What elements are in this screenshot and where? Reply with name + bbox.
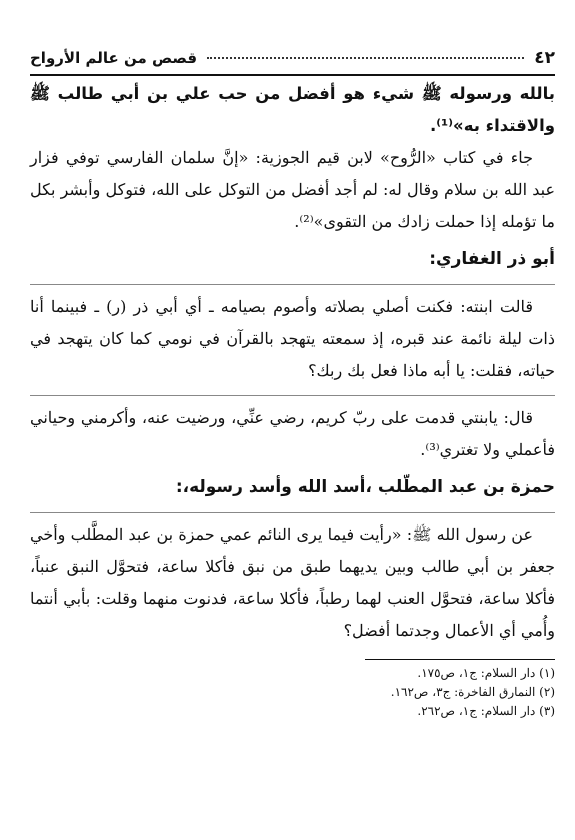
opening-paragraph: بالله ورسوله ﷺ شيء هو أفضل من حب علي بن أبي طالب ﷺ والاقتداء به»⁽¹⁾. (30, 84, 555, 135)
book-page (30, 48, 555, 721)
section-heading-abu-dhar: أبو ذر الغفاري: (429, 249, 555, 269)
paragraph-divider (30, 395, 555, 396)
hamza-paragraph: عن رسول الله ﷺ: «رأيت فيما يرى النائم عمي حمزة بن عبد المطَّلب وأخي جعفر بن أبي طالب وبين يديهما طبق من نبق فأكلا ساعة، فتحوَّل النبق عنباً، فأكلا ساعة، فتحوَّل العنب لهما رطباً، فأكلا ساعة، فدنوت منهما وقلت: بأبي أنتما وأُمي أي الأعمال وجدتما أفضل؟ (30, 525, 555, 640)
footnotes (30, 664, 555, 721)
running-header (30, 48, 555, 76)
footnote: (١) دار السلام: ج١، ص١٧٥. (417, 666, 555, 680)
footnote: (٣) دار السلام: ج١، ص٢٦٢. (417, 704, 555, 718)
section-divider (30, 284, 555, 285)
footnote: (٢) النمارق الفاخرة: ج٣، ص١٦٢. (390, 685, 555, 699)
page-number: ٤٢ (534, 48, 555, 68)
section-divider (30, 512, 555, 513)
section-heading-hamza: حمزة بن عبد المطّلب ،أسد الله وأسد رسوله،: (175, 477, 555, 497)
abu-dhar-paragraph-2: قال: يابنتي قدمت على ربّ كريم، رضي عنِّي، ورضيت عنه، وأكرمني وحياني فأعملي ولا تغتري⁽³⁾. (30, 408, 555, 459)
ruh-paragraph: جاء في كتاب «الرُّوح» لابن قيم الجوزية: «إنَّ سلمان الفارسي توفي فزار عبد الله بن سلام وقال له: لم أجد أفضل من التوكل على الله، فتوكل وأبشر بكل ما تؤمله إذا حملت زادك من التقوى»⁽²⁾. (30, 148, 556, 231)
running-title: قصص من عالم الأرواح (30, 49, 198, 67)
header-dot-leader (207, 57, 524, 59)
footnote-separator (365, 659, 555, 660)
abu-dhar-paragraph-1: قالت ابنته: فكنت أصلي بصلاته وأصوم بصيامه ـ أي أبي ذر (ر) ـ فبينما أنا ذات ليلة نائمة عند قبره، إذ سمعته يتهجد بالقرآن في نومي كما كان يتهجد في حياته، فقلت: يا أبه ماذا فعل بك ربك؟ (30, 297, 555, 380)
